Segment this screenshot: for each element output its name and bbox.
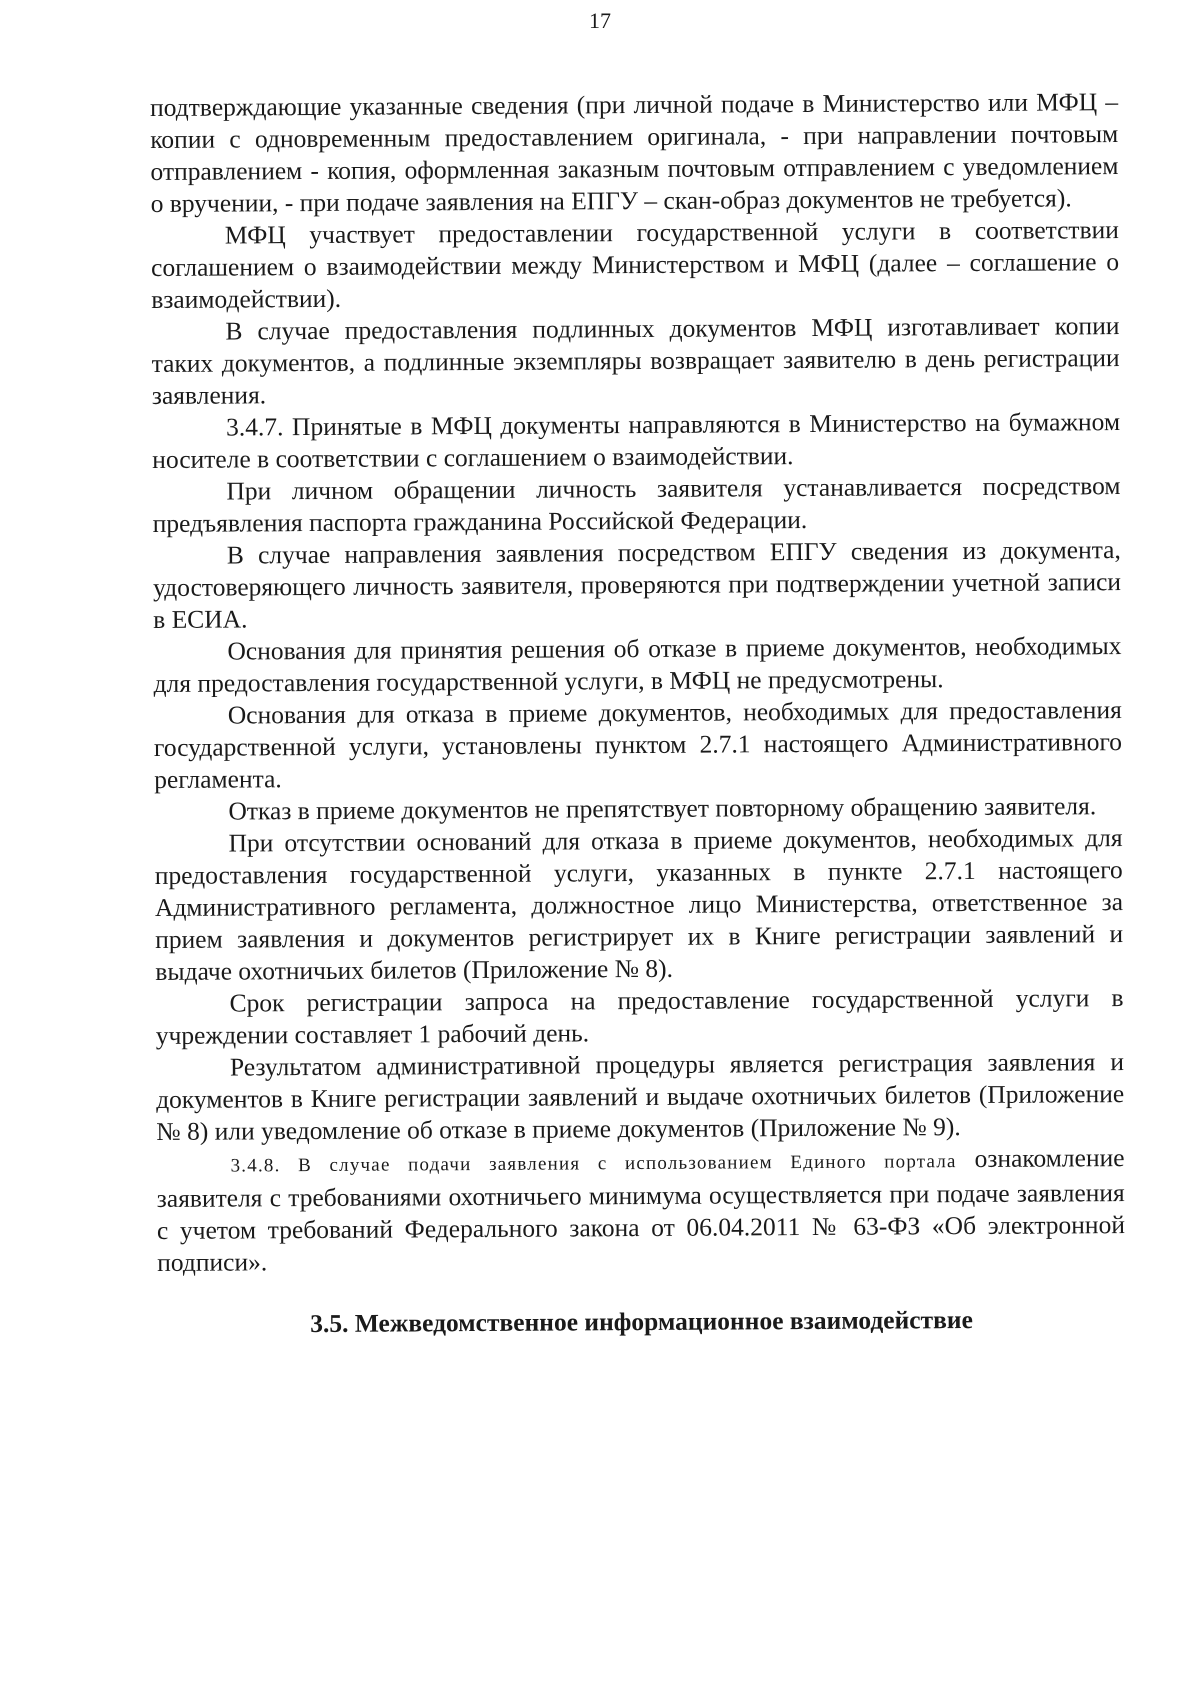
paragraph-refusal-grounds: Основания для отказа в приеме документов, необходимых для предоставления государственной услуги, установлены пунктом 2.7.1 настоящего Административного регламента. <box>153 695 1123 794</box>
paragraph-original-documents: В случае предоставления подлинных документов МФЦ изготавливает копии таких документов, а подлинные экземпляры возвращает заявителю в день регистрации заявления. <box>151 311 1120 410</box>
paragraph-registration-term: Срок регистрации запроса на предоставление государственной услуги в учреждении составляет 1 рабочий день. <box>155 983 1124 1050</box>
paragraph-personal-identity: При личном обращении личность заявителя устанавливается посредством предъявления паспорта гражданина Российской Федерации. <box>152 471 1121 538</box>
paragraph-no-refusal-grounds-mfc: Основания для принятия решения об отказе в приеме документов, необходимых для предоставления государственной услуги, в МФЦ не предусмотрены. <box>153 631 1122 698</box>
document-body <box>150 86 1126 1341</box>
paragraph-3-4-8-lead: 3.4.8. В случае подачи заявления с использованием Единого портала <box>230 1151 957 1177</box>
paragraph-mfc-participation: МФЦ участвует предоставлении государственной услуги в соответствии соглашением о взаимодействии между Министерством и МФЦ (далее – соглашение о взаимодействии). <box>150 215 1120 314</box>
paragraph-3-4-8 <box>156 1142 1125 1279</box>
paragraph-registration: При отсутствии оснований для отказа в приеме документов, необходимых для предоставления государственной услуги, указанных в пункте 2.7.1 настоящего Административного регламента, должностное лицо Министерства, ответственное за прием заявления и документов регистрирует их в Книге регистрации заявлений и выдаче охотничьих билетов (Приложение № 8). <box>154 823 1124 986</box>
paragraph-3-4-8-rest: ознакомление заявителя с требованиями охотничьего минимума осуществляется при подаче заявления с учетом требований Федерального закона от 06.04.2011 № 63-ФЗ «Об электронной подписи». <box>156 1143 1126 1277</box>
paragraph-procedure-result: Результатом административной процедуры является регистрация заявления и документов в Книге регистрации заявлений и выдаче охотничьих билетов (Приложение № 8) или уведомление об отказе в приеме документов (Приложение № 9). <box>156 1047 1125 1146</box>
page-number: 17 <box>589 8 611 33</box>
paragraph-continuation: подтверждающие указанные сведения (при личной подаче в Министерство или МФЦ – копии с одновременным предоставлением оригинала, - при направлении почтовым отправлением - копия, оформленная заказным почтовым отправлением с уведомлением о вручении, - при подаче заявления на ЕПГУ – скан-образ документов не требуется). <box>150 87 1119 218</box>
paragraph-epgu-identity: В случае направления заявления посредством ЕПГУ сведения из документа, удостоверяющего личность заявителя, проверяются при подтверждении учетной записи в ЕСИА. <box>152 535 1122 634</box>
section-heading: 3.5. Межведомственное информационное взаимодействие <box>310 1304 973 1339</box>
paragraph-refusal-no-obstacle: Отказ в приеме документов не препятствует повторному обращению заявителя. <box>228 791 1097 826</box>
paragraph-3-4-7: 3.4.7. Принятые в МФЦ документы направляются в Министерство на бумажном носителе в соответствии с соглашением о взаимодействии. <box>152 407 1121 474</box>
